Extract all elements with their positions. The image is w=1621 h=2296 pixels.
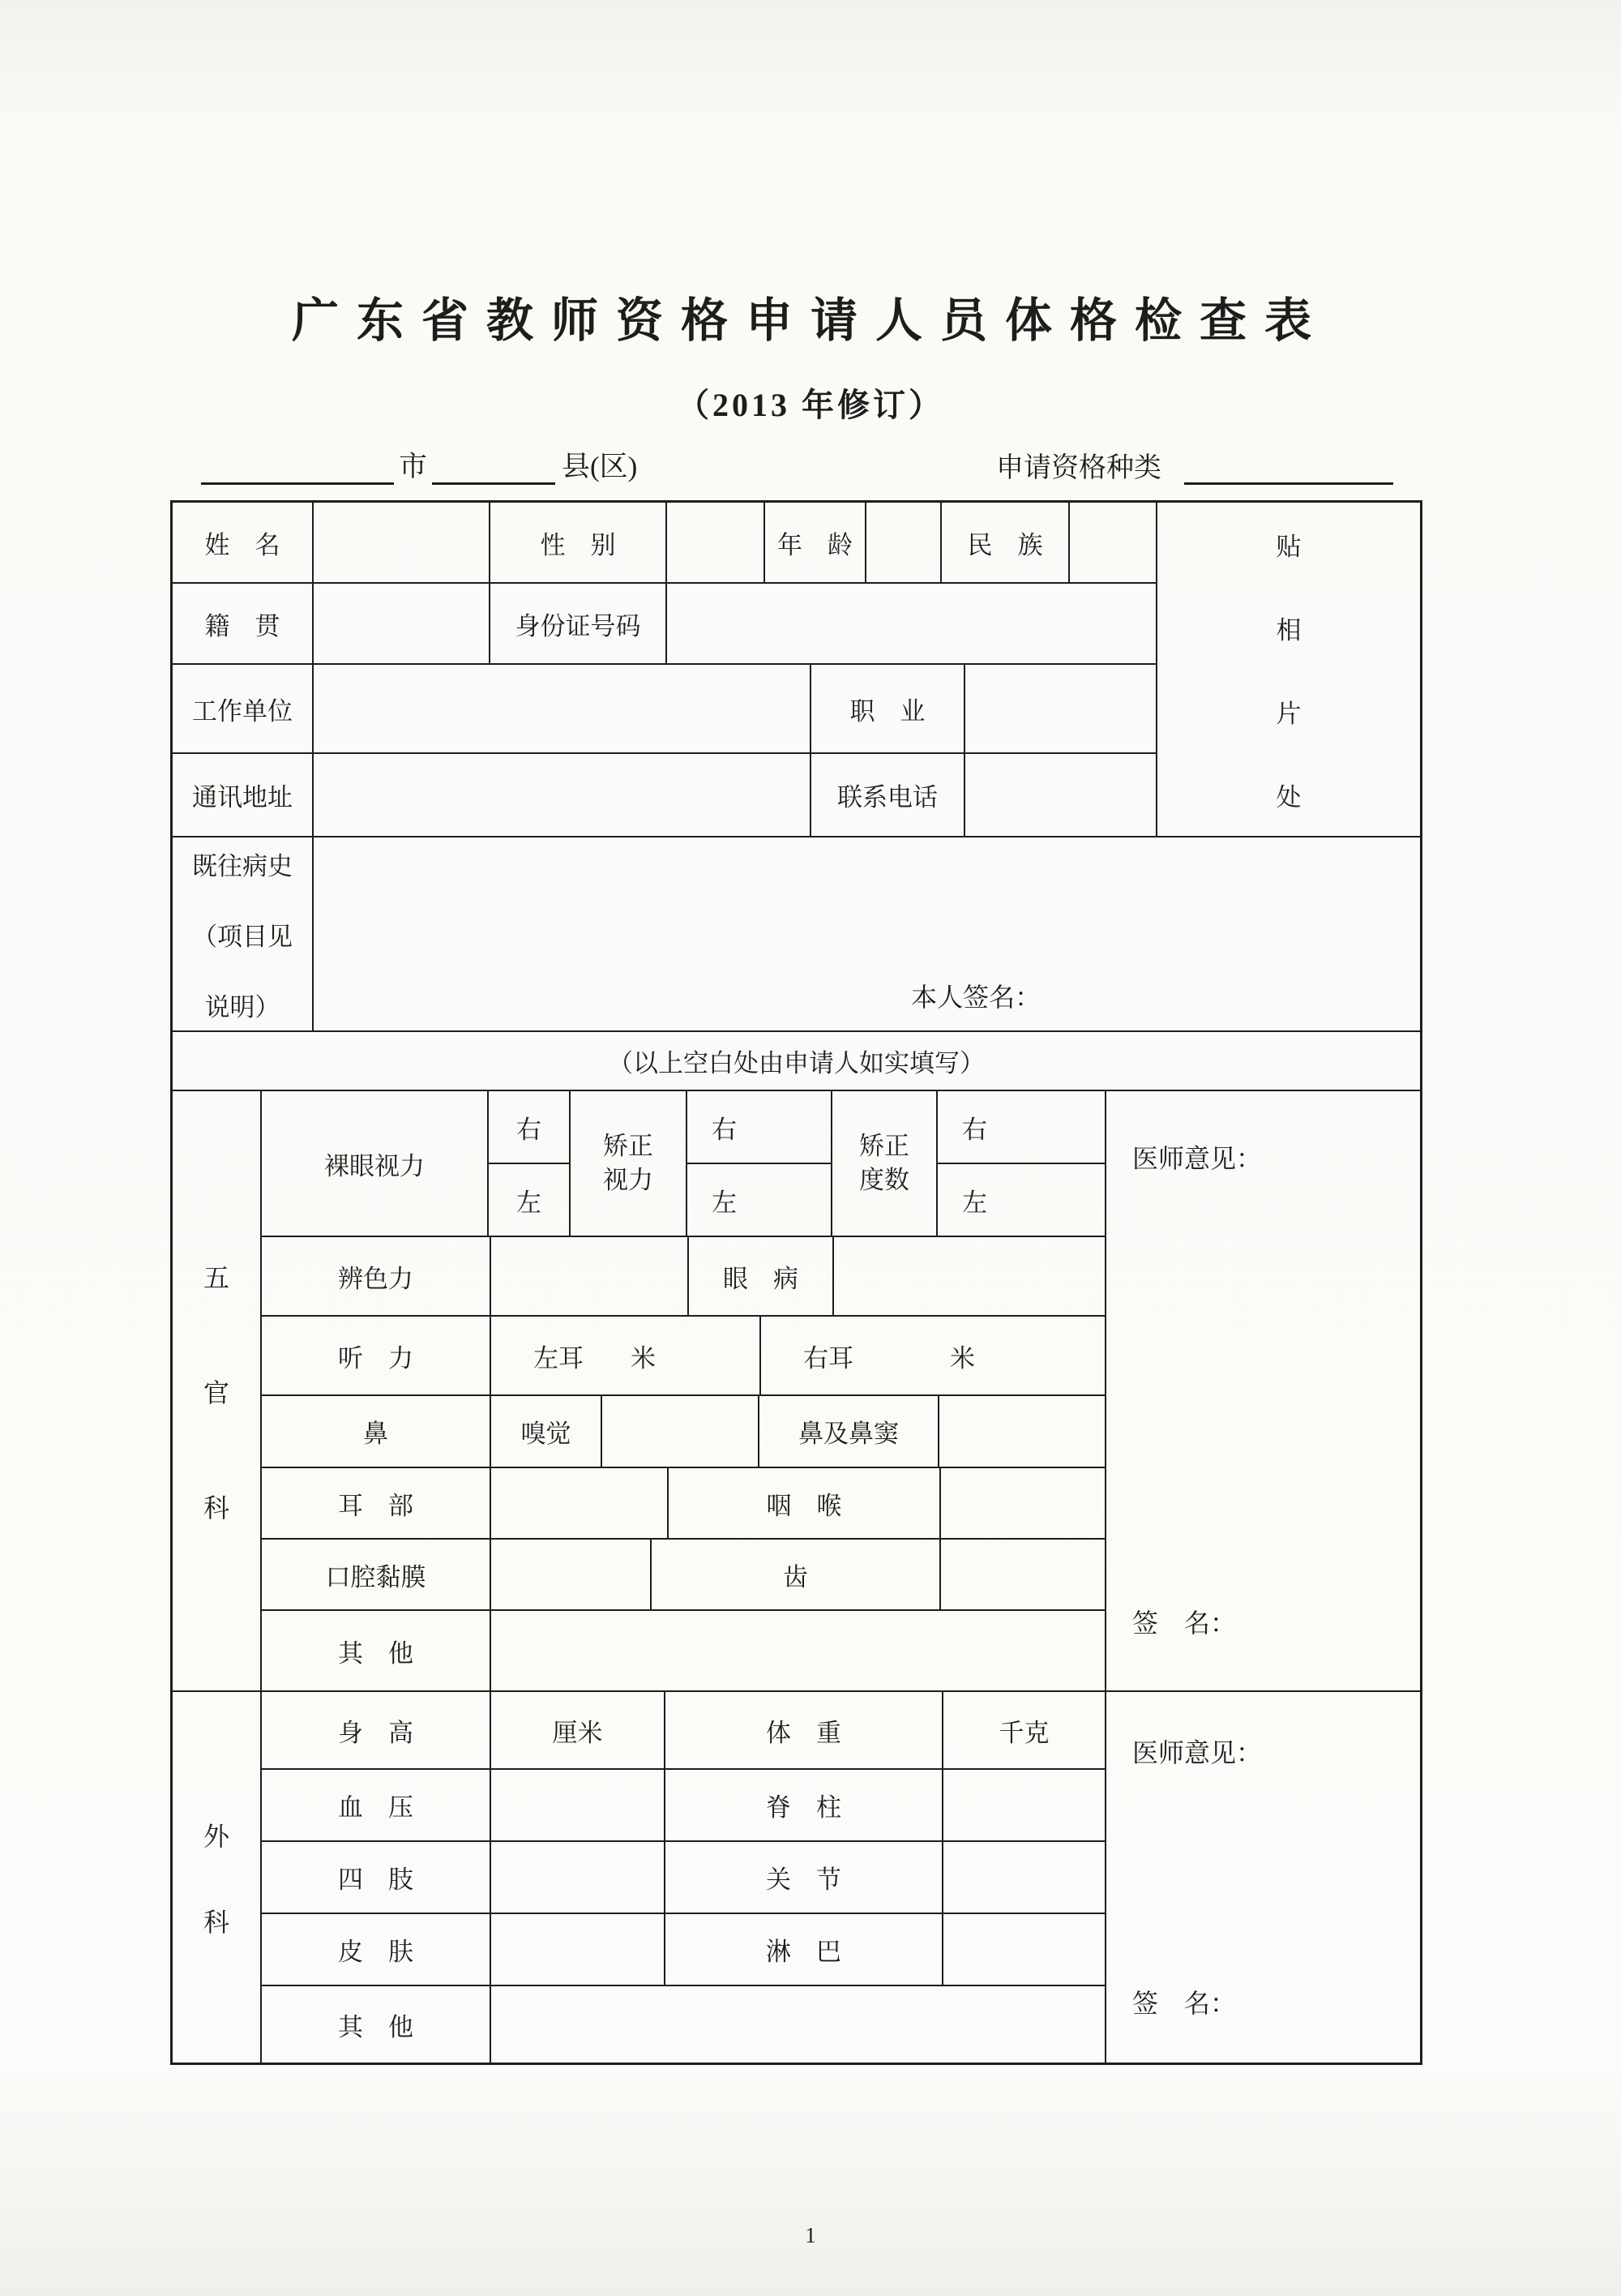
ent-section-label [173,1091,262,1690]
name-label-cell: 姓 名 [173,503,314,582]
row-native-id [173,584,1156,665]
photo-box-char: 片 [1276,699,1302,728]
limbs-label-cell: 四 肢 [262,1842,491,1913]
row-surgery-other [262,1986,1105,2063]
ent-other-label-cell: 其 他 [262,1611,491,1690]
teeth-value-cell [941,1540,1105,1609]
gender-value-cell [667,503,765,582]
apply-type-blank-line [1184,452,1393,485]
row-nose [262,1396,1105,1468]
corrected-vision-line: 矫正 [603,1132,653,1161]
smell-value-cell [602,1396,759,1467]
medical-history-label-cell [173,837,314,1030]
row-ent-other [262,1611,1105,1690]
row-name [173,503,1156,584]
occupation-label-cell: 职 业 [811,665,965,752]
ent-section-char: 官 [203,1377,229,1407]
corrected-vision-values [687,1091,832,1236]
work-unit-label-cell: 工作单位 [173,665,314,752]
header-line [170,443,1422,485]
height-cm-cell: 厘米 [491,1692,665,1768]
ent-signature-label: 签 名： [1132,1608,1237,1638]
blood-pressure-value-cell [491,1770,665,1840]
row-blood-pressure [262,1770,1105,1842]
nose-label-cell: 鼻 [262,1396,491,1467]
id-number-label-cell: 身份证号码 [490,584,667,663]
surgery-other-value-cell [491,1986,1105,2063]
county-label: 县(区) [562,451,638,482]
row-oral [262,1540,1105,1611]
occupation-value-cell [965,665,1156,752]
fill-note: （以上空白处由申请人如实填写） [608,1049,985,1077]
city-blank-line [201,452,394,485]
color-vision-value-cell [491,1237,689,1315]
skin-label-cell: 皮 肤 [262,1914,491,1985]
right-ear-label: 右耳 [803,1343,853,1373]
ent-section-char: 五 [203,1262,229,1292]
gender-label-cell: 性 别 [490,503,667,582]
nose-sinus-label-cell: 鼻及鼻窦 [759,1396,939,1467]
throat-label-cell: 咽 喉 [669,1468,941,1538]
spine-label-cell: 脊 柱 [665,1770,943,1840]
meter-unit: 米 [950,1343,975,1373]
weight-label-cell: 体 重 [665,1692,943,1768]
apply-type-label: 申请资格种类 [996,453,1161,483]
corrected-vision-label-cell [571,1091,687,1236]
phone-value-cell [965,754,1156,836]
ear-part-label-cell: 耳 部 [262,1468,491,1538]
corrected-degree-values [938,1091,1105,1236]
row-hearing [262,1317,1105,1396]
ear-part-value-cell [491,1468,669,1538]
skin-value-cell [491,1914,665,1985]
name-value-cell [314,503,490,582]
native-place-label-cell: 籍 贯 [173,584,314,663]
ent-other-value-cell [491,1611,1105,1690]
surgery-section-label [173,1692,262,2063]
ethnic-label-cell: 民 族 [942,503,1070,582]
teeth-label-cell: 齿 [652,1540,941,1609]
surgery-section-char: 科 [203,1907,229,1937]
medical-history-value-cell [314,837,1420,1030]
smell-label-cell: 嗅觉 [491,1396,602,1467]
corrected-vision-right-cell: 右 [687,1091,831,1164]
surgery-signature-label: 签 名： [1132,1989,1237,2018]
eye-disease-value-cell [834,1237,1105,1315]
personal-info-block [173,503,1420,837]
hearing-label-cell: 听 力 [262,1317,491,1394]
city-label: 市 [399,451,428,482]
lymph-value-cell [943,1914,1105,1985]
id-number-value-cell [667,584,1156,663]
self-signature-label: 本人签名： [911,983,1041,1012]
phone-label-cell: 联系电话 [811,754,965,836]
naked-vision-right-cell: 右 [489,1091,569,1164]
photo-box-char: 贴 [1276,532,1302,561]
ethnic-value-cell [1070,503,1156,582]
row-color-vision [262,1237,1105,1317]
medical-history-line: 说明） [204,992,280,1022]
surgery-section-char: 外 [203,1821,229,1851]
limbs-value-cell [491,1842,665,1913]
row-note [173,1032,1420,1091]
ent-rows [262,1091,1106,1690]
row-medical-history [173,837,1420,1032]
spine-value-cell [943,1770,1105,1840]
age-value-cell [866,503,942,582]
left-ear-label: 左耳 [533,1343,584,1373]
joints-value-cell [943,1842,1105,1913]
native-place-value-cell [314,584,490,663]
corrected-degree-line: 度数 [859,1166,909,1194]
row-skin [262,1914,1105,1986]
weight-kg-cell: 千克 [999,1718,1050,1747]
section-surgery [173,1692,1420,2063]
ent-section-char: 科 [203,1493,229,1523]
row-ear [262,1468,1105,1540]
naked-vision-values [489,1091,571,1236]
oral-mucosa-value-cell [491,1540,652,1609]
left-ear-cell [491,1317,761,1394]
photo-box [1157,503,1420,836]
nose-sinus-value-cell [939,1396,1105,1467]
form-subtitle: （2013 年修订） [677,387,944,423]
naked-vision-label-cell: 裸眼视力 [262,1091,489,1236]
surgery-other-label-cell: 其 他 [262,1986,491,2063]
lymph-label-cell: 淋 巴 [665,1914,943,1985]
row-limbs [262,1842,1105,1914]
physical-exam-table [170,500,1422,2065]
address-label-cell: 通讯地址 [173,754,314,836]
row-vision [262,1091,1105,1237]
medical-history-line: （项目见 [192,922,293,951]
age-label-cell: 年 龄 [765,503,866,582]
eye-disease-label-cell: 眼 病 [689,1237,834,1315]
photo-box-char: 处 [1276,782,1302,812]
personal-info-left [173,503,1157,836]
naked-vision-left-cell: 左 [516,1188,541,1217]
row-address [173,754,1156,836]
color-vision-label-cell: 辨色力 [262,1237,491,1315]
height-label-cell: 身 高 [262,1692,491,1768]
section-ent [173,1091,1420,1692]
blood-pressure-label-cell: 血 压 [262,1770,491,1840]
meter-unit: 米 [631,1343,656,1373]
work-unit-value-cell [314,665,811,752]
row-work-unit [173,665,1156,754]
medical-history-line: 既往病史 [192,851,293,880]
corrected-degree-right-cell: 右 [938,1091,1105,1164]
surgery-rows [262,1692,1106,2063]
ent-doctor-opinion-label: 医师意见： [1132,1144,1263,1173]
right-ear-cell [761,1317,1105,1394]
form-title: 广东省教师资格申请人员体格检查表 [291,294,1329,347]
surgery-doctor-opinion-label: 医师意见： [1132,1738,1263,1767]
address-value-cell [314,754,811,836]
corrected-vision-left-cell: 左 [712,1188,737,1217]
county-blank-line [432,452,555,485]
throat-value-cell [941,1468,1105,1538]
surgery-opinion-cell [1106,1692,1420,2063]
oral-mucosa-label-cell: 口腔黏膜 [262,1540,491,1609]
row-height-weight [262,1692,1105,1770]
corrected-degree-left-cell: 左 [962,1188,987,1217]
photo-box-char: 相 [1276,615,1302,645]
corrected-vision-line: 视力 [603,1166,653,1194]
corrected-degree-label-cell [832,1091,938,1236]
joints-label-cell: 关 节 [665,1842,943,1913]
corrected-degree-line: 矫正 [859,1132,909,1161]
ent-opinion-cell [1106,1091,1420,1690]
page-number: 1 [805,2223,816,2247]
